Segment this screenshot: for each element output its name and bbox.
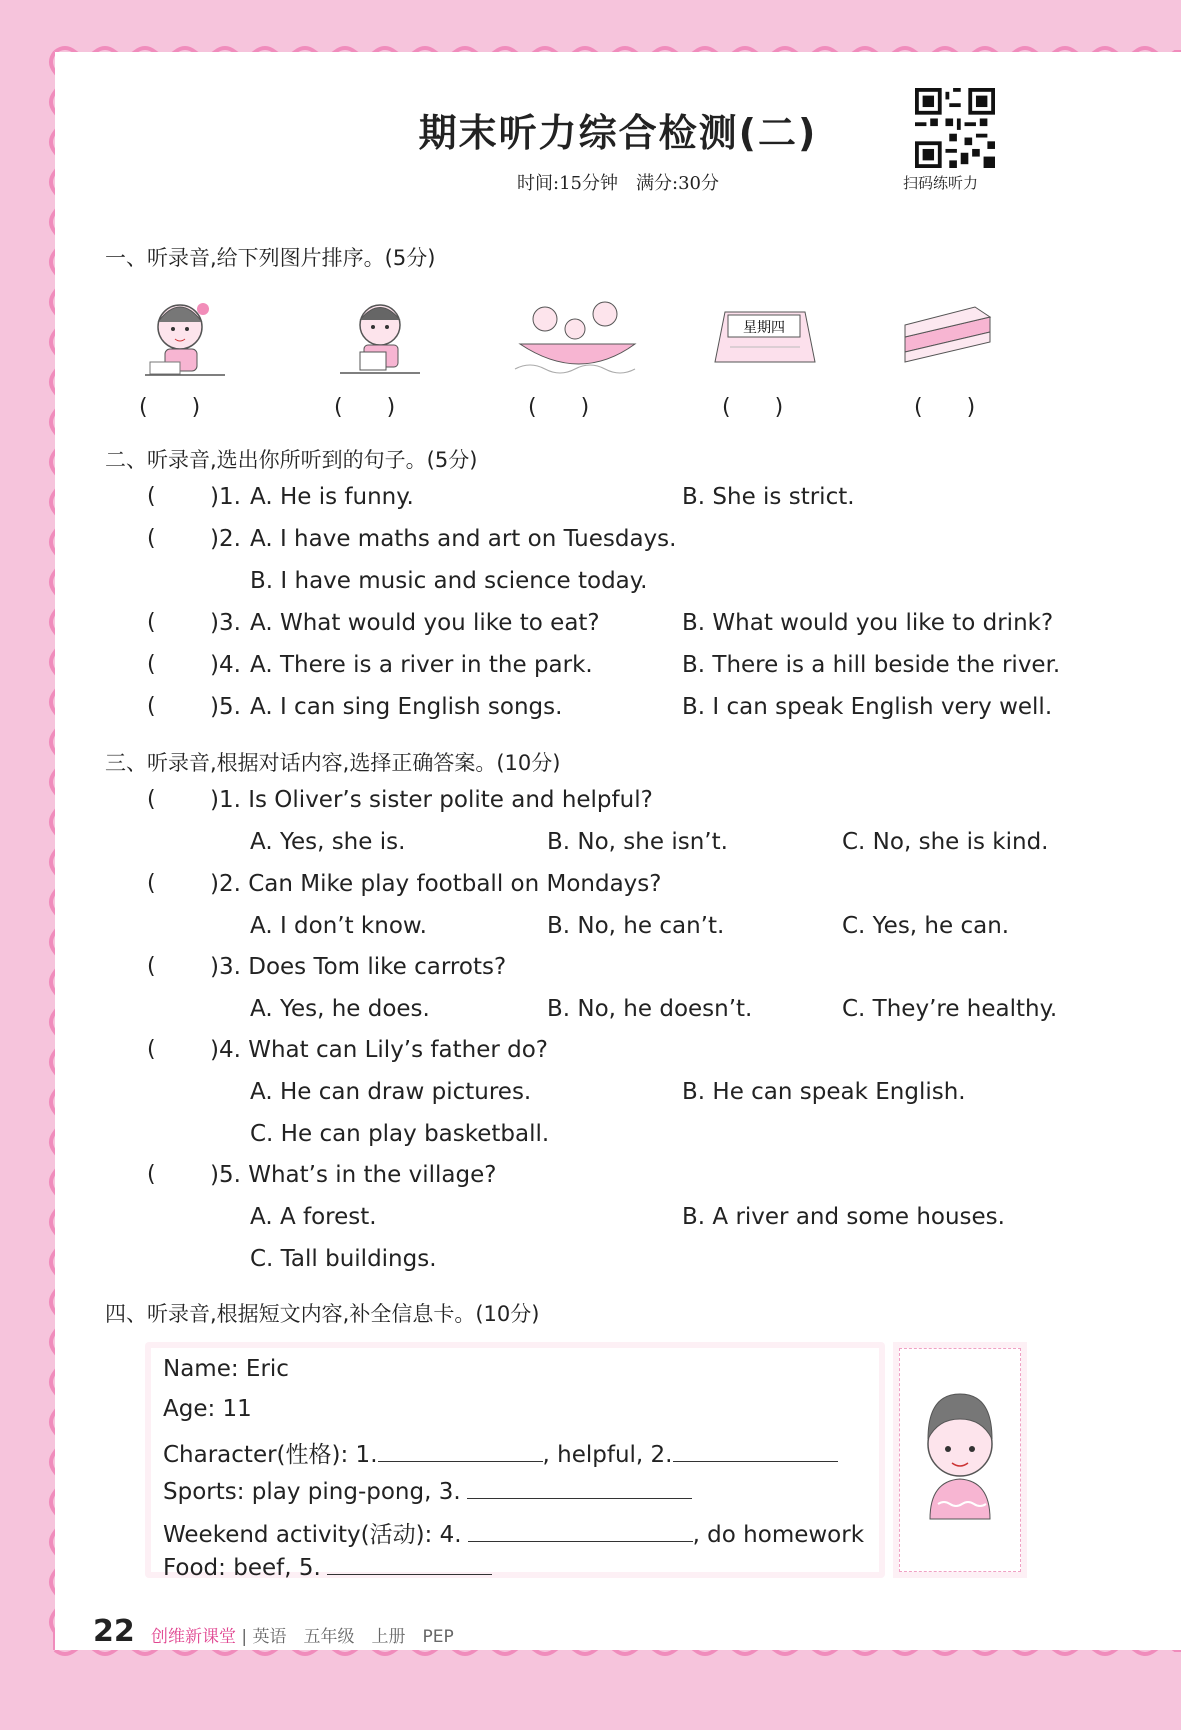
question-text: )3. Does Tom like carrots? [210,954,507,980]
girl-drawing-icon [135,287,235,387]
question-number: )2. [210,526,241,552]
footer-separator: | [241,1627,248,1647]
blank-5[interactable] [327,1552,492,1575]
option-a: A. Yes, he does. [250,996,430,1022]
card-food [163,1552,492,1581]
answer-paren-5[interactable]: ( ) [914,395,976,420]
answer-paren-2[interactable]: ( ) [334,395,396,420]
answer-paren[interactable]: ( [147,484,156,509]
blank-2[interactable] [673,1439,838,1462]
calendar-text: 星期四 [743,320,785,336]
section1-heading: 一、听录音,给下列图片排序。(5分) [105,246,436,270]
option-c: C. Tall buildings. [250,1246,437,1272]
option-a: A. A forest. [250,1204,377,1230]
option-b: B. A river and some houses. [682,1204,1005,1230]
option-c: C. They’re healthy. [842,996,1058,1022]
option-b: B. There is a hill beside the river. [682,652,1061,678]
character-mid: , helpful, 2. [542,1442,673,1468]
question-number: )1. [210,484,241,510]
option-b: B. I have music and science today. [250,568,648,594]
card-name: Name: Eric [163,1356,289,1382]
section3-heading: 三、听录音,根据对话内容,选择正确答案。(10分) [105,751,561,775]
qr-label: 扫码练听力 [903,174,979,192]
sports-label: Sports: play ping-pong, 3. [163,1479,461,1505]
question-text: )5. What’s in the village? [210,1162,497,1188]
option-a: A. I don’t know. [250,913,427,939]
option-b: B. I can speak English very well. [682,694,1053,720]
question-number: )4. [210,652,241,678]
option-b: B. What would you like to drink? [682,610,1054,636]
info-card [145,1342,885,1581]
question-number: )5. [210,694,241,720]
calendar-thursday-icon [710,297,820,377]
option-a: A. He is funny. [250,484,414,510]
weekend-tail: , do homework [692,1522,865,1548]
footer-brand: 创维新课堂 [151,1627,236,1647]
eric-photo-frame [893,1342,1027,1578]
card-weekend [163,1516,864,1549]
card-age: Age: 11 [163,1396,252,1422]
option-a: A. What would you like to eat? [250,610,600,636]
option-b: B. He can speak English. [682,1079,966,1105]
answer-paren[interactable]: ( [147,954,156,979]
sandwich-icon [895,297,1005,377]
question-number: )3. [210,610,241,636]
answer-paren[interactable]: ( [147,610,156,635]
option-b: B. No, he doesn’t. [547,996,753,1022]
answer-paren[interactable]: ( [147,1037,156,1062]
question-text: )4. What can Lily’s father do? [210,1037,548,1063]
blank-3[interactable] [467,1476,692,1499]
footer-info: 英语 五年级 上册 PEP [252,1627,454,1647]
answer-paren-1[interactable]: ( ) [139,395,201,420]
option-a: A. I have maths and art on Tuesdays. [250,526,677,552]
answer-paren[interactable]: ( [147,871,156,896]
option-a: A. He can draw pictures. [250,1079,532,1105]
option-a: A. There is a river in the park. [250,652,593,678]
answer-paren[interactable]: ( [147,1162,156,1187]
answer-paren-3[interactable]: ( ) [528,395,590,420]
option-c: C. No, she is kind. [842,829,1049,855]
answer-paren[interactable]: ( [147,652,156,677]
food-label: Food: beef, 5. [163,1555,321,1581]
card-character [163,1436,838,1469]
option-c: C. Yes, he can. [842,913,1010,939]
card-sports [163,1476,692,1505]
question-text: )1. Is Oliver’s sister polite and helpful? [210,787,653,813]
answer-paren[interactable]: ( [147,526,156,551]
family-boat-icon [510,284,640,384]
option-b: B. No, he can’t. [547,913,725,939]
answer-paren-4[interactable]: ( ) [722,395,784,420]
boy-reading-icon [330,287,430,387]
option-a: A. Yes, she is. [250,829,406,855]
question-text: )2. Can Mike play football on Mondays? [210,871,662,897]
option-c: C. He can play basketball. [250,1121,550,1147]
footer-brand-line [151,1622,454,1647]
time-score-info: 时间:15分钟 满分:30分 [517,173,719,194]
section4-heading: 四、听录音,根据短文内容,补全信息卡。(10分) [105,1302,540,1326]
character-label: Character(性格): 1. [163,1442,378,1468]
page-title: 期末听力综合检测(二) [418,111,818,155]
option-a: A. I can sing English songs. [250,694,563,720]
blank-1[interactable] [378,1439,543,1462]
blank-4[interactable] [468,1519,693,1542]
section2-heading: 二、听录音,选出你所听到的句子。(5分) [105,448,478,472]
worksheet-page [55,52,1181,1650]
option-b: B. No, she isn’t. [547,829,728,855]
page-number: 22 [93,1614,135,1649]
answer-paren[interactable]: ( [147,694,156,719]
option-b: B. She is strict. [682,484,855,510]
boy-portrait-icon [900,1349,1020,1569]
qr-code-icon [915,88,995,168]
answer-paren[interactable]: ( [147,787,156,812]
weekend-label: Weekend activity(活动): 4. [163,1522,462,1548]
